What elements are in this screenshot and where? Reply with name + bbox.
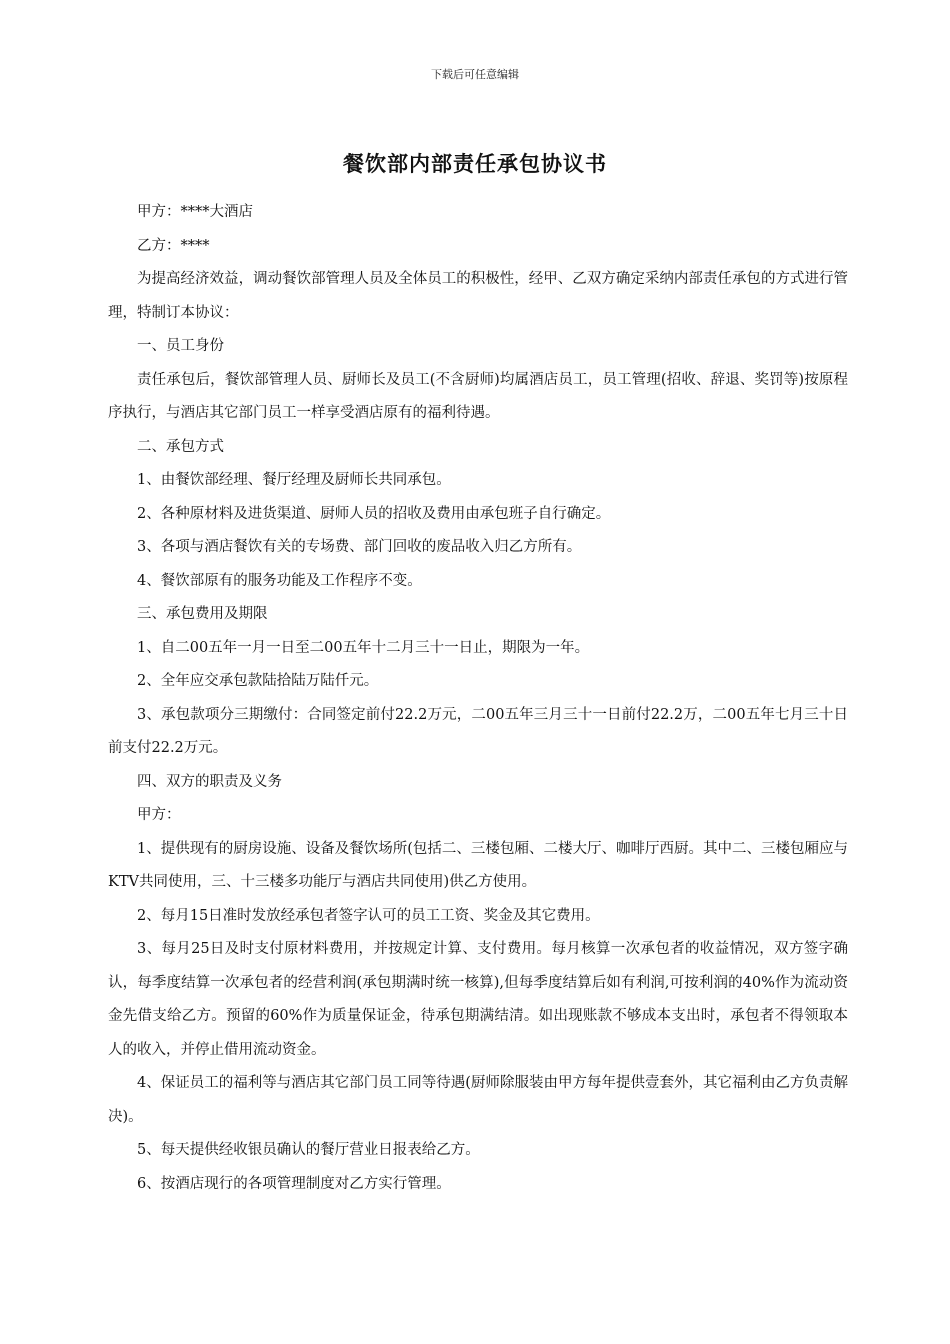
party-a-duty-6: 6、按酒店现行的各项管理制度对乙方实行管理。 xyxy=(137,1175,451,1192)
fees-term-item-1: 1、自二00五年一月一日至二00五年十二月三十一日止，期限为一年。 xyxy=(137,639,590,656)
party-a-duties-label: 甲方： xyxy=(137,807,181,823)
party-a-duty-4: 4、保证员工的福利等与酒店其它部门员工同等待遇(厨师除服装由甲方每年提供壹套外，其它福利由乙方负责解决)。 xyxy=(108,1075,848,1125)
fees-term-item-3: 3、承包款项分三期缴付：合同签定前付22.2万元，二00五年三月三十一日前付22.2万，二00五年七月三十日前支付22.2万元。 xyxy=(108,706,848,756)
contract-method-item-3: 3、各项与酒店餐饮有关的专场费、部门回收的废品收入归乙方所有。 xyxy=(137,539,582,555)
party-a-duty-3: 3、每月25日及时支付原材料费用，并按规定计算、支付费用。每月核算一次承包者的收益情况，双方签字确认，每季度结算一次承包者的经营利润(承包期满时统一核算),但每季度结算后如有利润,可按利润的40%作为流动资金先借支给乙方。预留的60%作为质量保证金，待承包期满结清。如出现账款不够成本支出时，承包者不得领取本人的收入，并停止借用流动资金。 xyxy=(108,941,848,1058)
document-title: 餐饮部内部责任承包协议书 xyxy=(343,152,607,176)
employee-status-paragraph: 责任承包后，餐饮部管理人员、厨师长及员工(不含厨师)均属酒店员工，员工管理(招收、辞退、奖罚等)按原程序执行，与酒店其它部门员工一样享受酒店原有的福利待遇。 xyxy=(108,371,848,421)
section-heading-contract-method: 二、承包方式 xyxy=(137,438,224,455)
fees-term-item-2: 2、全年应交承包款陆拾陆万陆仟元。 xyxy=(137,673,379,689)
preamble-paragraph: 为提高经济效益，调动餐饮部管理人员及全体员工的积极性，经甲、乙双方确定采纳内部责任承包的方式进行管理，特制订本协议： xyxy=(108,271,848,321)
section-heading-duties: 四、双方的职责及义务 xyxy=(137,773,282,790)
contract-method-item-2: 2、各种原材料及进货渠道、厨师人员的招收及费用由承包班子自行确定。 xyxy=(137,505,611,522)
party-a-duty-1: 1、提供现有的厨房设施、设备及餐饮场所(包括二、三楼包厢、二楼大厅、咖啡厅西厨。其中二、三楼包厢应与KTV共同使用，三、十三楼多功能厅与酒店共同使用)供乙方使用。 xyxy=(108,840,848,890)
party-a-duty-5: 5、每天提供经收银员确认的餐厅营业日报表给乙方。 xyxy=(137,1142,480,1158)
contract-method-item-4: 4、餐饮部原有的服务功能及工作程序不变。 xyxy=(137,572,422,589)
party-b-line: 乙方：**** xyxy=(137,237,210,254)
section-heading-employee-status: 一、员工身份 xyxy=(137,338,224,354)
header-note: 下载后可任意编辑 xyxy=(431,68,519,81)
section-heading-fees-term: 三、承包费用及期限 xyxy=(137,606,268,622)
contract-method-item-1: 1、由餐饮部经理、餐厅经理及厨师长共同承包。 xyxy=(137,472,451,488)
party-a-duty-2: 2、每月15日准时发放经承包者签字认可的员工工资、奖金及其它费用。 xyxy=(137,907,600,924)
party-a-line: 甲方：****大酒店 xyxy=(137,204,253,220)
document-body xyxy=(108,196,848,1201)
